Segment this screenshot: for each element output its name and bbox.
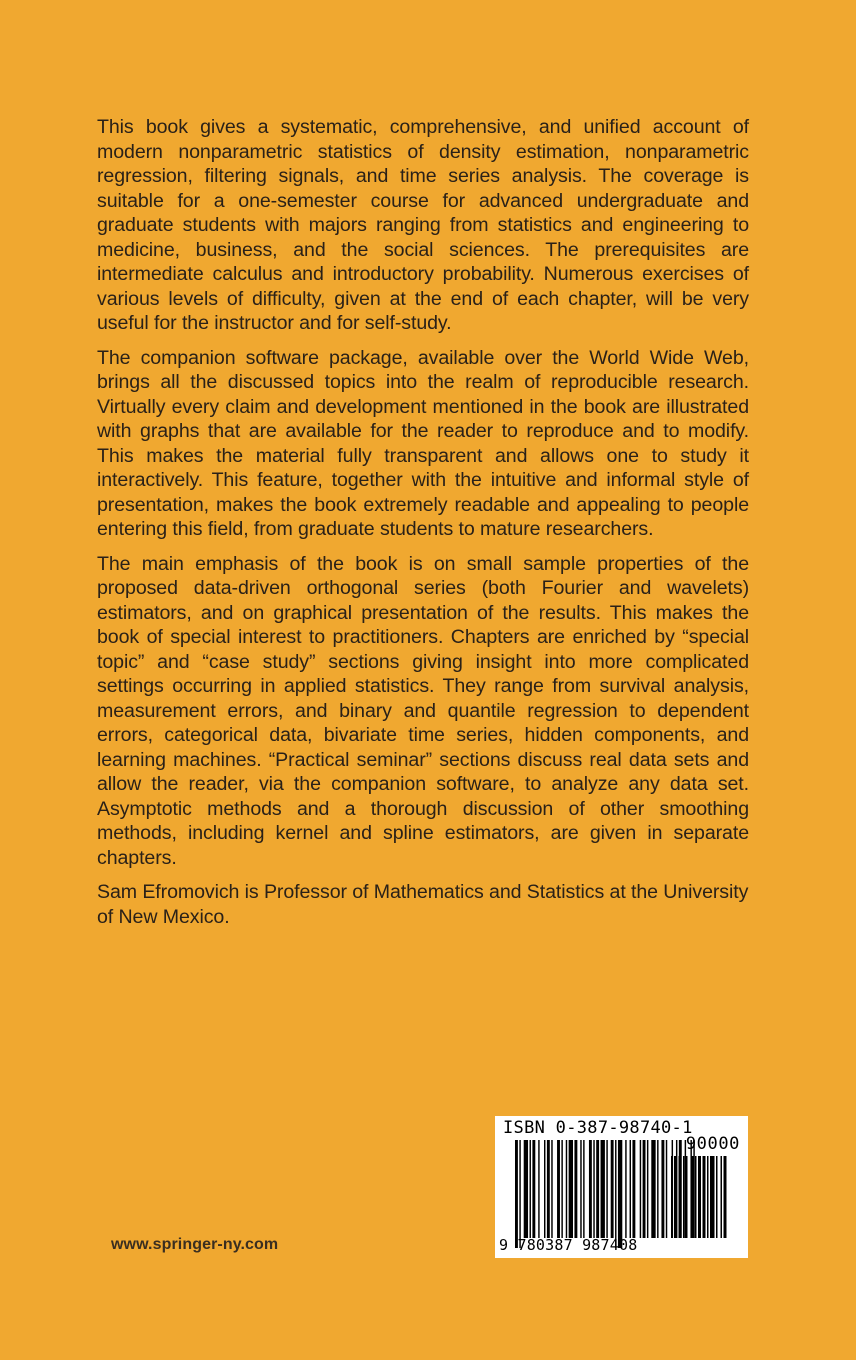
barcode-bar <box>532 1140 535 1238</box>
barcode-addon-bar <box>695 1156 697 1238</box>
publisher-website: www.springer-ny.com <box>111 1236 279 1253</box>
barcode-bar <box>544 1140 545 1238</box>
barcode-bar <box>524 1140 528 1238</box>
barcode-bar <box>583 1140 584 1238</box>
barcode-bar <box>530 1140 531 1238</box>
barcode-bar <box>547 1140 550 1238</box>
book-description <box>97 115 749 939</box>
barcode-bar <box>640 1140 641 1238</box>
barcode-addon-bar <box>679 1156 681 1238</box>
description-paragraph-2: The companion software package, available over the World Wide Web, brings all the discussed topics into the realm of reproducible research. Virtually every claim and development mentioned in the book are illustrated with graphs that are available for the reader to reproduce and to modify. This makes the material fully transparent and allows one to study it interactively. This feature, together with the intuitive and informal style of presentation, makes the book extremely readable and appealing to people entering this field, from graduate students to mature researchers. <box>97 346 749 540</box>
author-bio: Sam Efromovich is Professor of Mathematics and Statistics at the University of New Mexico. <box>97 881 749 928</box>
barcode-bar <box>657 1140 658 1238</box>
barcode-addon-bar <box>703 1156 706 1238</box>
price-code: 90000 <box>685 1134 740 1154</box>
barcode-bar <box>666 1140 667 1238</box>
barcode-bar <box>632 1140 635 1238</box>
isbn-label: ISBN 0-387-98740-1 <box>503 1118 693 1138</box>
barcode-bar <box>519 1140 520 1248</box>
barcode-addon-bar <box>671 1156 673 1238</box>
barcode-bar <box>538 1140 539 1238</box>
barcode-bar <box>561 1140 562 1238</box>
barcode-addon-bar <box>683 1156 685 1238</box>
barcode-bar <box>574 1140 577 1238</box>
barcode-bar <box>643 1140 646 1238</box>
barcode-addon-bar <box>721 1156 723 1238</box>
barcode-bar <box>580 1140 581 1238</box>
barcode-bar <box>515 1140 518 1248</box>
barcode-bar <box>566 1140 567 1238</box>
barcode-addon-bar <box>698 1156 701 1238</box>
barcode-bar <box>630 1140 631 1238</box>
barcode-bar <box>551 1140 552 1238</box>
isbn-barcode <box>495 1116 748 1258</box>
barcode-bar <box>693 1140 694 1238</box>
barcode-bar <box>611 1140 614 1238</box>
barcode-addon-bar <box>707 1156 709 1238</box>
barcode-bar <box>618 1140 622 1248</box>
barcode-addon-bar <box>674 1156 677 1238</box>
barcode-bar <box>661 1140 664 1238</box>
description-paragraph-3: The main emphasis of the book is on small sample properties of the proposed data-driven orthogonal series (both Fourier and wavelets) estimators, and on graphical presentation of the results. This makes the book of special interest to practitioners. Chapters are enriched by “special topic” and “case study” sections giving insight into more complicated settings occurring in applied statistics. They range from survival analysis, measurement errors, and binary and quantile regression to dependent errors, categorical data, bivariate time series, hidden components, and learning machines. “Practical seminar” sections discuss real data sets and allow the reader, via the companion software, to analyze any data set. Asymptotic methods and a thorough discussion of other smoothing methods, including kernel and spline estimators, are given in separate chapters. <box>97 552 749 869</box>
barcode-addon-bar <box>691 1156 694 1238</box>
barcode-bar <box>589 1140 592 1238</box>
ean-digits: 9 780387 987408 <box>499 1236 638 1254</box>
barcode-addon-bar <box>716 1156 718 1238</box>
description-paragraph-1: This book gives a systematic, comprehensive, and unified account of modern nonparametric statistics of density estimation, nonparametric regression, filtering signals, and time series analysis. The coverage is suitable for a one-semester course for advanced undergraduate and graduate students with majors ranging from statistics and engineering to medicine, business, and the social sciences. The prerequisites are intermediate calculus and introductory probability. Numerous exercises of various levels of difficulty, given at the end of each chapter, will be very useful for the instructor and for self-study. <box>97 116 749 334</box>
barcode-bar <box>647 1140 648 1238</box>
barcode-bar <box>625 1140 626 1238</box>
barcode-bar <box>596 1140 599 1238</box>
barcode-bar <box>569 1140 573 1238</box>
barcode-addon-bar <box>710 1156 715 1238</box>
barcode-addon-bar <box>686 1156 688 1238</box>
barcode-bar <box>685 1140 686 1238</box>
barcode-bar <box>593 1140 594 1238</box>
barcode-bar <box>651 1140 655 1238</box>
barcode-bar <box>606 1140 607 1238</box>
barcode-bar <box>615 1140 616 1248</box>
barcode-addon-bar <box>724 1156 727 1238</box>
barcode-bar <box>601 1140 605 1238</box>
barcode-bar <box>557 1140 560 1238</box>
